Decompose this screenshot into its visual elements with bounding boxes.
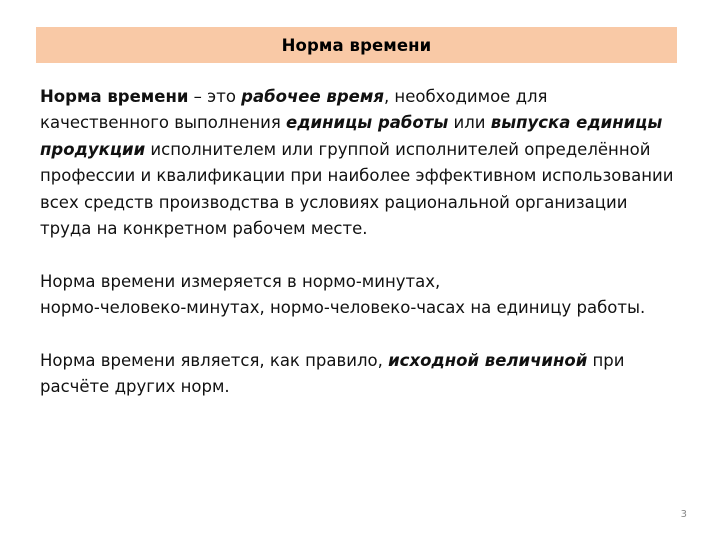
title-bar (36, 27, 677, 63)
emphasis-working-time: рабочее время (241, 87, 384, 106)
paragraph-definition (40, 84, 680, 242)
emphasis-unit-of-work: единицы работы (286, 113, 449, 133)
baseline-text-1: Норма времени является, как правило, (40, 351, 389, 371)
measurement-line-2: нормо-человеко-минутах, нормо-человеко-часах на единицу работы. (40, 298, 646, 318)
definition-text-1: , необходимое для качественного выполнения (40, 87, 548, 133)
definition-dash: – это (188, 87, 242, 106)
emphasis-unit-of-product: выпуска единицы продукции (40, 113, 663, 159)
page-number: 3 (680, 509, 687, 520)
paragraph-measurement (40, 269, 680, 322)
measurement-line-1: Норма времени измеряется в нормо-минутах, (40, 271, 441, 291)
emphasis-baseline-value: исходной величиной (388, 351, 588, 371)
slide-title: Норма времени (281, 35, 432, 55)
definition-text-2: или (448, 113, 491, 133)
paragraph-baseline (40, 348, 680, 401)
baseline-text-2: при расчёте других норм. (40, 351, 625, 397)
definition-text-3: исполнителем или группой исполнителей определённой профессии и квалификации при наиболее эффективном использовании всех средств производства в условиях рациональной организации труда на конкретном рабочем месте. (40, 139, 674, 239)
term-bold: Норма времени (40, 87, 189, 106)
slide-content (40, 84, 680, 427)
